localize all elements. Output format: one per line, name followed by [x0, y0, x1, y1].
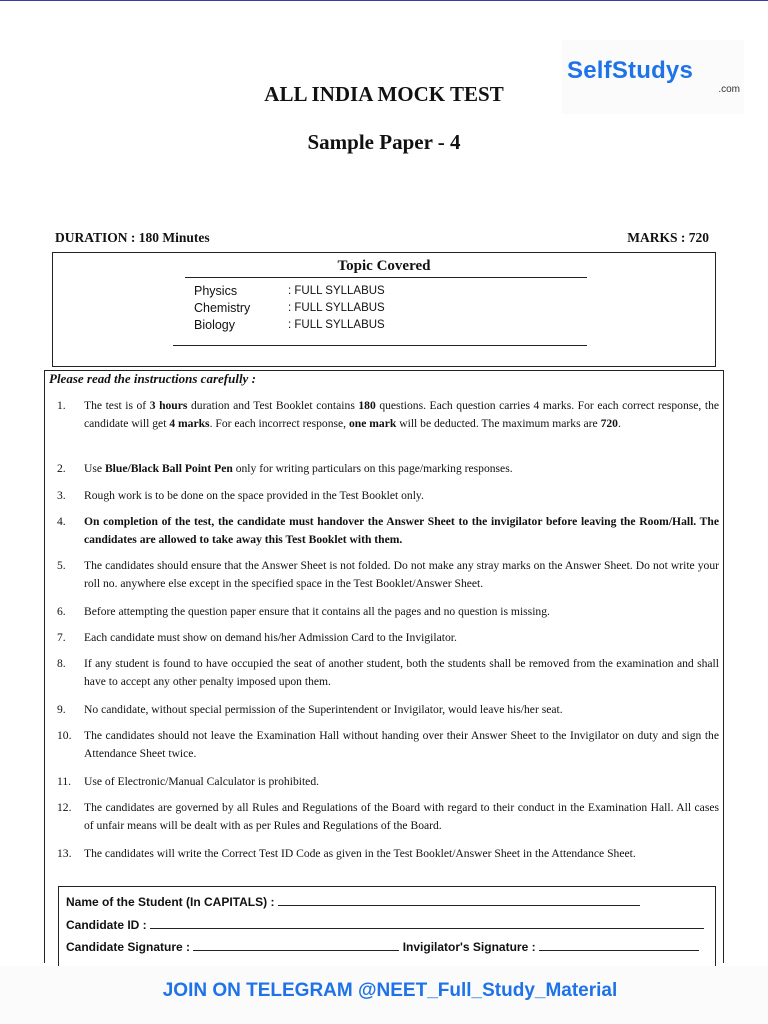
- instruction-text: The test is of 3 hours duration and Test Booklet contains 180 questions. Each question carries 4 marks. For each correct response, the candidate will get 4 marks. For each incorrect response, one mark will be deducted. The maximum marks are 720.: [84, 399, 720, 430]
- instruction-text: Rough work is to be done on the space provided in the Test Booklet only.: [84, 489, 424, 502]
- instruction-number: 7.: [57, 631, 66, 644]
- instruction-number: 12.: [57, 801, 72, 814]
- instruction-text: If any student is found to have occupied the seat of another student, both the students shall be removed from the examination and shall have to accept any other penalty imposed upon them.: [84, 657, 719, 688]
- candidate-id-field[interactable]: [150, 917, 704, 929]
- instruction-number: 6.: [57, 605, 66, 618]
- telegram-join-text[interactable]: JOIN ON TELEGRAM @NEET_Full_Study_Material: [162, 980, 618, 1001]
- instruction-text: No candidate, without special permission of the Superintendent or Invigilator, would leave his/her seat.: [84, 703, 563, 716]
- subject-biology-value: : FULL SYLLABUS: [288, 319, 385, 331]
- logo-name: SelfStudys: [567, 57, 694, 84]
- subject-chemistry: Chemistry: [194, 301, 251, 315]
- logo-suffix: .com: [718, 84, 740, 95]
- instruction-text: Before attempting the question paper ensure that it contains all the pages and no question is missing.: [84, 605, 550, 618]
- paper-title: ALL INDIA MOCK TEST: [264, 82, 504, 106]
- instruction-number: 10.: [57, 729, 72, 742]
- subject-biology: Biology: [194, 318, 235, 332]
- instructions-heading: Please read the instructions carefully :: [49, 371, 256, 386]
- topic-covered-box: [52, 252, 716, 367]
- instruction-text: Each candidate must show on demand his/her Admission Card to the Invigilator.: [84, 631, 457, 644]
- top-border-line: [0, 0, 768, 1]
- topic-divider-bottom: [173, 345, 587, 346]
- candidate-signature-label: Candidate Signature :: [66, 940, 191, 954]
- instruction-number: 9.: [57, 703, 66, 716]
- subject-physics: Physics: [194, 284, 238, 298]
- candidate-signature-field[interactable]: [193, 939, 399, 951]
- invigilator-signature-field[interactable]: [539, 939, 699, 951]
- candidate-id-label: Candidate ID :: [66, 918, 147, 932]
- instruction-number: 5.: [57, 559, 66, 572]
- marks-label: MARKS : 720: [627, 230, 709, 245]
- instruction-text: On completion of the test, the candidate must handover the Answer Sheet to the invigilator before leaving the Room/Hall. The candidates are allowed to take away this Test Booklet with them.: [84, 515, 719, 546]
- instruction-number: 1.: [57, 399, 66, 412]
- student-name-row: [66, 894, 640, 909]
- topic-divider-top: [185, 277, 587, 278]
- instructions-box: [44, 370, 724, 963]
- instruction-text: Use of Electronic/Manual Calculator is prohibited.: [84, 775, 320, 788]
- instruction-number: 2.: [57, 462, 66, 475]
- student-name-field[interactable]: [278, 894, 640, 906]
- instruction-number: 13.: [57, 847, 72, 860]
- invigilator-signature-label: Invigilator's Signature :: [402, 940, 536, 954]
- instruction-text: Use Blue/Black Ball Point Pen only for writing particulars on this page/marking responses.: [84, 462, 513, 475]
- instruction-text: The candidates should not leave the Examination Hall without handing over their Answer Sheet to the Invigilator on duty and sign the Attendance Sheet twice.: [84, 729, 719, 760]
- subject-physics-value: : FULL SYLLABUS: [288, 285, 385, 297]
- duration-label: DURATION : 180 Minutes: [55, 230, 210, 245]
- instruction-text: The candidates will write the Correct Test ID Code as given in the Test Booklet/Answer Sheet in the Attendance Sheet.: [84, 847, 636, 860]
- topic-heading: Topic Covered: [337, 258, 431, 274]
- candidate-id-row: [66, 917, 704, 932]
- student-details-box: [58, 886, 716, 967]
- instruction-number: 4.: [57, 515, 66, 528]
- instruction-text: The candidates are governed by all Rules and Regulations of the Board with regard to their conduct in the Examination Hall. All cases of unfair means will be dealt with as per Rules and Regulations of the Board.: [84, 801, 719, 832]
- instruction-number: 8.: [57, 657, 66, 670]
- signature-row: [66, 939, 699, 954]
- instruction-text: The candidates should ensure that the Answer Sheet is not folded. Do not make any stray marks on the Answer Sheet. Do not write your roll no. anywhere else except in the specified space in the Test Booklet/Answer Sheet.: [84, 559, 719, 590]
- telegram-footer: [0, 966, 768, 1024]
- instruction-number: 3.: [57, 489, 66, 502]
- subject-chemistry-value: : FULL SYLLABUS: [288, 302, 385, 314]
- paper-subtitle: Sample Paper - 4: [307, 130, 461, 154]
- instruction-number: 11.: [57, 775, 72, 788]
- student-name-label: Name of the Student (In CAPITALS) :: [66, 895, 275, 909]
